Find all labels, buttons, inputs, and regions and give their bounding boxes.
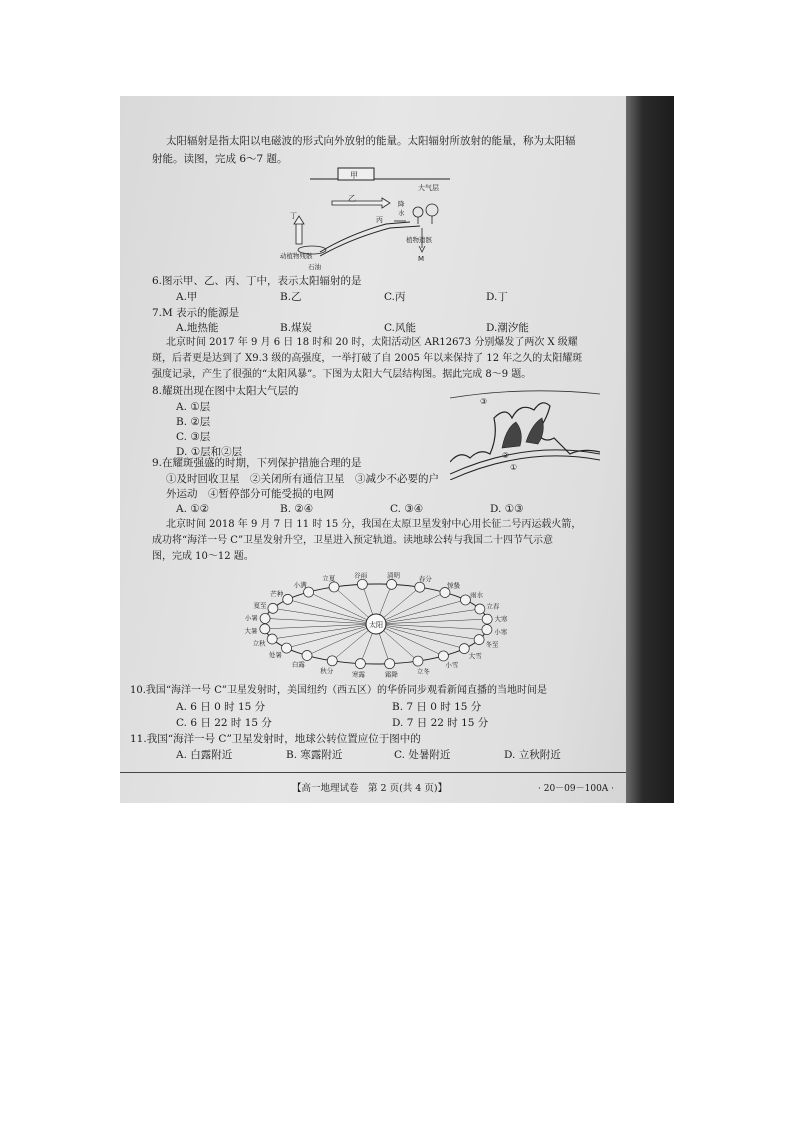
solar-term-label: 立夏 xyxy=(322,574,336,583)
q9-statements: ①及时回收卫星 ②关闭所有通信卫星 ③减少不必要的户 xyxy=(166,473,439,485)
solar-term-label: 小寒 xyxy=(494,627,508,636)
solar-term-label: 大雪 xyxy=(468,651,482,660)
question-8-stem: 8.耀斑出现在图中太阳大气层的 xyxy=(152,385,299,397)
earth-position-marker xyxy=(460,595,470,605)
label-water: 水 xyxy=(398,209,405,217)
q9-option-d: D. ①③ xyxy=(490,503,524,515)
intro-text: 射能。读图，完成 6～7 题。 xyxy=(152,153,288,165)
solar-term-label: 处暑 xyxy=(268,651,282,660)
solar-term-label: 夏至 xyxy=(253,601,267,610)
earth-position-marker xyxy=(302,651,312,661)
solar-term-label: 立秋 xyxy=(252,639,266,648)
earth-position-marker xyxy=(327,656,337,666)
q6-option-c: C.丙 xyxy=(384,291,406,303)
solar-term-label: 小满 xyxy=(293,581,307,590)
page-shadow xyxy=(626,96,674,803)
q10-option-a: A. 6 日 0 时 15 分 xyxy=(176,701,266,713)
q8-option-a: A. ①层 xyxy=(176,401,211,413)
solar-term-label: 立冬 xyxy=(416,667,430,676)
solar-term-label: 春分 xyxy=(418,574,432,583)
q9-option-a: A. ①② xyxy=(176,503,210,515)
intro-text: 成功将“海洋一号 C”卫星发射升空，卫星进入预定轨道。读地球公转与我国二十四节气示意 xyxy=(152,535,554,546)
page-footer: 【高一地理试卷 第 2 页(共 4 页)】 xyxy=(292,783,448,794)
label-coal: 石油 xyxy=(308,263,321,271)
earth-position-marker xyxy=(438,651,448,661)
earth-position-marker xyxy=(282,643,292,653)
intro-text: 强度记录，产生了很强的“太阳风暴”。下图为太阳大气层结构图。据此完成 8～9 题。 xyxy=(152,369,532,380)
earth-position-marker xyxy=(482,625,492,635)
earth-position-marker xyxy=(329,582,339,592)
solar-term-label: 白露 xyxy=(291,660,305,669)
solar-term-label: 立春 xyxy=(486,602,500,611)
solar-terms-orbit-diagram xyxy=(236,564,516,678)
solar-term-label: 小暑 xyxy=(244,614,258,623)
q8-option-d: D. ①层和②层 xyxy=(176,446,243,458)
label-atmos: 大气层 xyxy=(418,184,439,192)
earth-position-marker xyxy=(482,614,492,624)
intro-text: 北京时间 2017 年 9 月 6 日 18 时和 20 时，太阳活动区 AR12673 分别爆发了两次 X 级耀 xyxy=(166,337,578,348)
solar-term-label: 大暑 xyxy=(244,627,258,636)
intro-text: 太阳辐射是指太阳以电磁波的形式向外放射的能量。太阳辐射所放射的能量，称为太阳辐 xyxy=(166,135,576,147)
earth-position-marker xyxy=(260,624,270,634)
q9-statements: 外运动 ④暂停部分可能受损的电网 xyxy=(166,488,334,500)
label-ding: 丁 xyxy=(290,212,297,220)
solar-term-label: 清明 xyxy=(387,571,401,580)
earth-position-marker xyxy=(283,594,293,604)
question-10-stem: 10.我国“海洋一号 C”卫星发射时，美国纽约（西五区）的华侨同步观看新闻直播的当地时间是 xyxy=(130,685,547,696)
q10-option-d: D. 7 日 22 时 15 分 xyxy=(392,717,489,729)
earth-position-marker xyxy=(415,582,425,592)
layer-2-label: ② xyxy=(502,451,510,460)
q6-option-b: B.乙 xyxy=(280,291,302,303)
label-rain: 降 xyxy=(398,200,405,208)
sun-label: 太阳 xyxy=(369,621,383,629)
q8-option-b: B. ②层 xyxy=(176,416,211,428)
intro-text: 斑，后者更是达到了 X9.3 级的高强度，一举打破了自 2005 年以来保持了 12 年之久的太阳耀斑 xyxy=(152,353,583,364)
solar-term-label: 谷雨 xyxy=(354,571,368,580)
q11-option-a: A. 白露附近 xyxy=(176,749,233,761)
q8-option-c: C. ③层 xyxy=(176,431,211,443)
q11-option-d: D. 立秋附近 xyxy=(504,749,561,761)
earth-position-marker xyxy=(357,579,367,589)
q9-option-c: C. ③④ xyxy=(390,503,424,515)
solar-radiation-diagram xyxy=(270,166,470,272)
layer-3-label: ③ xyxy=(480,397,488,406)
label-jia: 甲 xyxy=(350,171,358,180)
label-bing: 丙 xyxy=(376,216,383,224)
solar-term-label: 霜降 xyxy=(384,670,398,678)
earth-position-marker xyxy=(474,635,484,645)
q10-option-b: B. 7 日 0 时 15 分 xyxy=(392,701,482,713)
question-9-stem: 9.在耀斑强盛的时期，下列保护措施合理的是 xyxy=(152,457,362,469)
solar-term-label: 秋分 xyxy=(320,667,334,676)
exam-code: · 20－09－100A · xyxy=(538,784,615,794)
q7-option-a: A.地热能 xyxy=(176,322,219,334)
q6-option-d: D.丁 xyxy=(486,291,508,303)
q7-option-c: C.风能 xyxy=(384,322,416,334)
q9-option-b: B. ②④ xyxy=(280,503,314,515)
earth-position-marker xyxy=(260,613,270,623)
q7-option-d: D.潮汐能 xyxy=(486,322,529,334)
label-m: M xyxy=(418,255,425,263)
earth-position-marker xyxy=(459,644,469,654)
earth-position-marker xyxy=(355,659,365,669)
solar-atmosphere-diagram xyxy=(450,388,600,480)
q11-option-c: C. 处暑附近 xyxy=(394,749,451,761)
q7-option-b: B.煤炭 xyxy=(280,322,313,334)
question-7-stem: 7.M 表示的能源是 xyxy=(152,307,240,319)
solar-term-label: 雨水 xyxy=(470,590,484,599)
solar-term-label: 冬至 xyxy=(485,640,499,649)
earth-position-marker xyxy=(268,603,278,613)
solar-term-label: 小雪 xyxy=(445,660,459,669)
earth-position-marker xyxy=(385,659,395,669)
intro-text: 北京时间 2018 年 9 月 7 日 11 时 15 分，我国在太原卫星发射中心用长征二号丙运载火箭， xyxy=(166,519,582,530)
q6-option-a: A.甲 xyxy=(176,291,198,303)
q11-option-b: B. 寒露附近 xyxy=(286,749,343,761)
earth-position-marker xyxy=(387,579,397,589)
solar-term-label: 寒露 xyxy=(351,670,365,678)
earth-position-marker xyxy=(413,656,423,666)
question-11-stem: 11.我国“海洋一号 C”卫星发射时，地球公转位置应位于图中的 xyxy=(130,733,421,745)
label-animal: 动植物残骸 xyxy=(280,252,313,260)
solar-term-label: 大寒 xyxy=(494,614,508,623)
question-6-stem: 6.图示甲、乙、丙、丁中，表示太阳辐射的是 xyxy=(152,275,362,287)
solar-term-label: 惊蛰 xyxy=(447,581,461,590)
layer-1-label: ① xyxy=(510,463,518,472)
solar-term-label: 芒种 xyxy=(270,590,284,599)
q10-option-c: C. 6 日 22 时 15 分 xyxy=(176,717,272,729)
label-yi: 乙 xyxy=(348,194,356,203)
earth-position-marker xyxy=(475,604,485,614)
intro-text: 图，完成 10～12 题。 xyxy=(152,551,254,562)
scanned-page-photo xyxy=(120,96,674,803)
label-plant: 植物遗骸 xyxy=(406,236,432,244)
footer-rule xyxy=(120,772,626,773)
earth-position-marker xyxy=(267,634,277,644)
